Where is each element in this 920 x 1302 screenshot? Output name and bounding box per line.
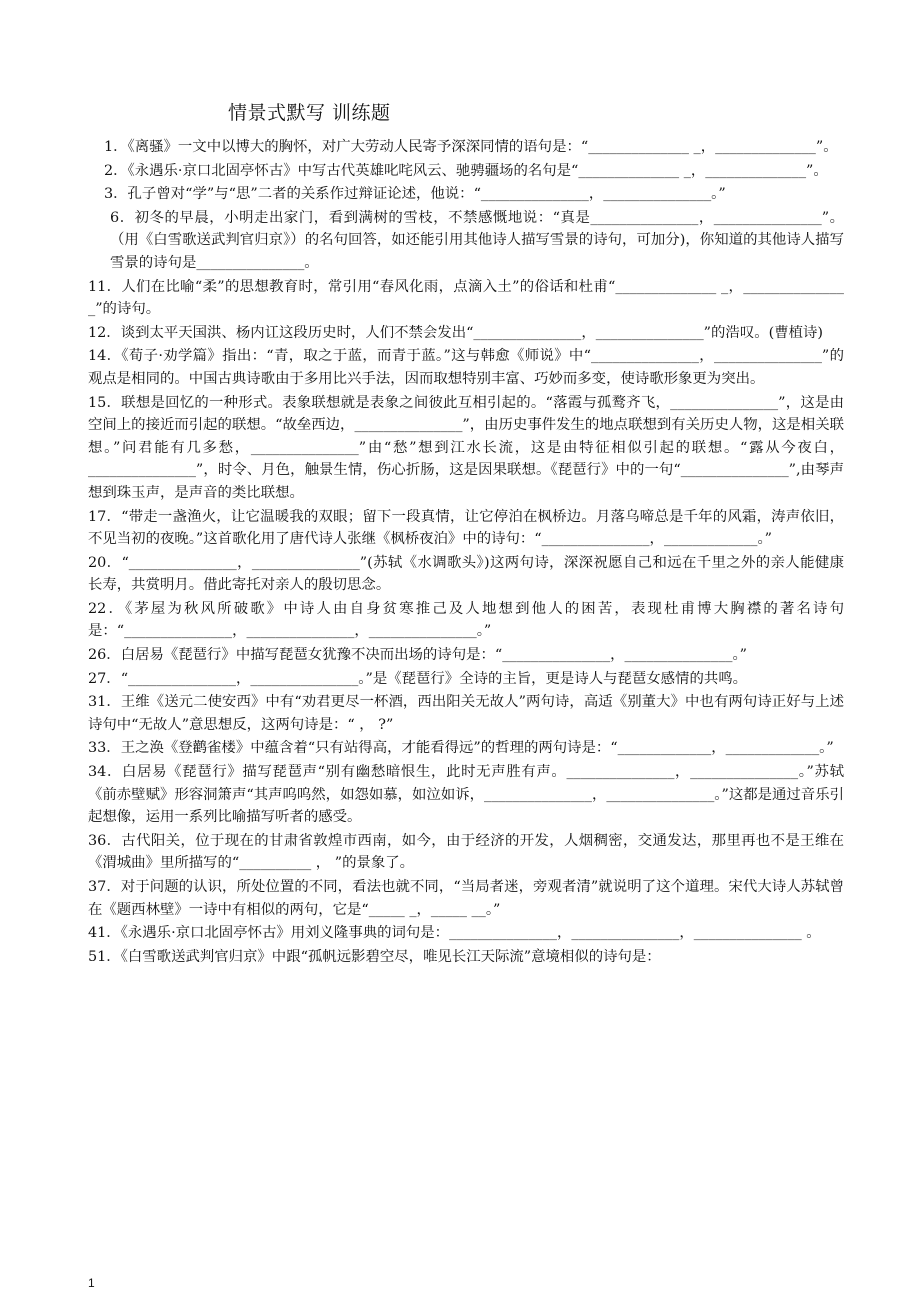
question-17: 17．“带走一盏渔火，让它温暖我的双眼；留下一段真情，让它停泊在枫桥边。月落乌啼总是千年的风霜，涛声依旧，不见当初的夜晚。”这首歌化用了唐代诗人张继《枫桥夜泊》中的诗句：“_______________，_____________。” (88, 508, 844, 548)
question-51: 51．《白雪歌送武判官归京》中跟“孤帆远影碧空尽，唯见长江天际流”意境相似的诗句是： (88, 948, 661, 965)
question-14: 14．《荀子·劝学篇》指出：“青，取之于蓝，而青于蓝。”这与韩愈《师说》中“_______________，_______________”的观点是相同的。中国古典诗歌由于多用比兴手法，因而取想特别丰富、巧妙而多变，使诗歌形象更为突出。 (88, 348, 844, 387)
question-37: 37．对于问题的认识，所处位置的不同，看法也就不同，“当局者迷，旁观者清”就说明了这个道理。宋代大诗人苏轼曾在《题西林壁》一诗中有相似的两句，它是“_____ _，_____ __。” (88, 879, 844, 918)
question-list (88, 136, 844, 968)
question-22: 22．《茅屋为秋风所破歌》中诗人由自身贫寒推己及人地想到他人的困苦，表现杜甫博大胸襟的著名诗句是：“_______________，_______________，_______________。” (88, 600, 844, 640)
question-33: 33．王之涣《登鹳雀楼》中蕴含着“只有站得高，才能看得远”的哲理的两句诗是：“_____________，_____________。” (88, 740, 834, 757)
question-12: 12．谈到太平天国洪、杨内讧这段历史时，人们不禁会发出“_______________，_______________”的浩叹。(曹植诗) (88, 324, 824, 341)
page-title: 情景式默写 训练题 (228, 102, 391, 124)
question-2: 2．《永遇乐·京口北固亭怀古》中写古代英雄叱咤风云、驰骋疆场的名句是“______________ _，______________”。 (104, 162, 828, 179)
question-34: 34．白居易《琵琶行》描写琵琶声“别有幽愁暗恨生，此时无声胜有声。_______________，_______________。”苏轼《前赤壁赋》形容洞箫声“其声呜呜然，如怨如慕，如泣如诉，_______________，_______________。”这都是通过音乐引起想像，运用一系列比喻描写听者的感受。 (88, 764, 844, 826)
question-36: 36．古代阳关，位于现在的甘肃省敦煌市西南，如今，由于经济的开发，人烟稠密，交通发达，那里再也不是王维在《渭城曲》里所描写的“__________ ， ”的景象了。 (88, 832, 844, 872)
question-15: 15．联想是回忆的一种形式。表象联想就是表象之间彼此互相引起的。“落霞与孤鹜齐飞，_______________”，这是由空间上的接近而引起的联想。“故垒西边，_______________”，由历史事件发生的地点联想到有关历史人物，这是相关联想。”问君能有几多愁，_______________”由“愁”想到江水长流，这是由特征相似引起的联想。“露从今夜白，_______________”，时令、月色，触景生情，伤心折肠，这是因果联想。《琵琶行》中的一句“_______________”,由琴声想到珠玉声，是声音的类比联想。 (88, 394, 844, 501)
page-number: 1 (88, 1276, 95, 1290)
question-11: 11．人们在比喻“柔”的思想教育时，常引用“春风化雨，点滴入土”的俗话和杜甫“______________ _，______________ _”的诗句。 (88, 278, 844, 318)
question-1: 1．《离骚》一文中以博大的胸怀，对广大劳动人民寄予深深同情的语句是：“______________ _，______________”。 (104, 139, 838, 155)
question-20: 20．“_______________，_______________”(苏轼《水调歌头》)这两句诗，深深祝愿自己和远在千里之外的亲人能健康长寿，共赏明月。借此寄托对亲人的殷切思念。 (88, 554, 844, 594)
question-27: 27．“_______________，_______________。”是《琵琶行》全诗的主旨，更是诗人与琵琶女感情的共鸣。 (88, 670, 748, 687)
question-6: 6．初冬的早晨，小明走出家门，看到满树的雪枝，不禁感慨地说：“真是_______________，_______________”。（用《白雪歌送武判官归京》）的名句回答，如还能引用其他诗人描写雪景的诗句，可加分)，你知道的其他诗人描写雪景的诗句是_______________。 (110, 209, 844, 271)
question-26: 26．白居易《琵琶行》中描写琵琶女犹豫不决而出场的诗句是：“_______________，_______________。” (88, 647, 748, 664)
question-41: 41．《永遇乐·京口北固亭怀古》用刘义隆事典的词句是：_______________，_______________，_______________ 。 (88, 925, 821, 942)
question-3: 3．孔子曾对“学”与“思”二者的关系作过辩证论述，他说：“_______________，_______________。” (104, 186, 726, 203)
question-31: 31．王维《送元二使安西》中有“劝君更尽一杯酒，西出阳关无故人”两句诗，高适《别董大》中也有两句诗正好与上述诗句中“无故人”意思想反，这两句诗是：“ ， ?” (88, 694, 844, 733)
